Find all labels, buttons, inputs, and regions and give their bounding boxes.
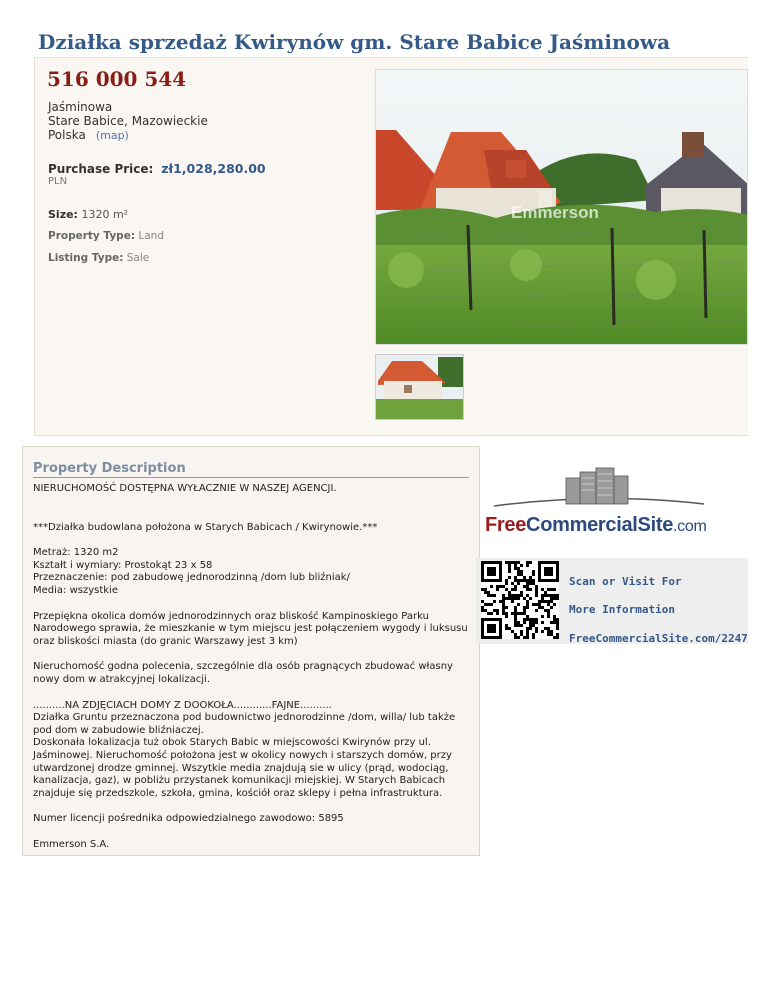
description-paragraph: ..........NA ZDJĘCIACH DOMY Z DOOKOŁA............FAJNE..........: [33, 699, 332, 711]
property-photo-image: [376, 70, 748, 345]
price-currency: PLN: [48, 176, 68, 187]
address-city: Stare Babice, Mazowieckie: [48, 114, 208, 128]
address-country: Polska: [48, 128, 86, 142]
photo-thumbnail[interactable]: [375, 354, 464, 420]
description-paragraph: Emmerson S.A.: [33, 838, 110, 850]
description-line: Metraż: 1320 m2: [33, 547, 119, 559]
property-type-row: [48, 230, 164, 242]
logo-text-dom: .com: [673, 518, 707, 535]
price-label: Purchase Price:: [48, 162, 154, 176]
photo-watermark: Emmerson: [511, 203, 599, 222]
description-paragraph: Działka Gruntu przeznaczona pod budownictwo jednorodzinne /dom, willa/ lub także pod dom w zabudowie bliźniaczej.: [33, 712, 456, 736]
more-info-text: More Information: [569, 603, 675, 616]
logo-text-blue: CommercialSite: [526, 514, 674, 536]
price-value: zł1,028,280.00: [161, 161, 266, 176]
description-body: [33, 483, 471, 851]
qr-code-graphic: [481, 561, 559, 639]
freecommercialsite-url-link[interactable]: FreeCommercialSite.com/2247: [569, 632, 748, 645]
size-value: 1320 m²: [81, 208, 129, 221]
description-paragraph: Doskonała lokalizacja tuż obok Starych Babic w miejscowości Kwirynów przy ul. Jaśminowej. Nieruchomość położona jest w okolicy nowych i starszych domów, przy utwardzonej drodze gminnej. Wszytkie media znajdują sie w ulicy (prąd, wodociąg, kanalizacja, gaz), w pobliżu przystanek komunikacji miejskiej. W Starych Babicach znajduje się przedszkole, szkoła, gmina, kościół oraz sklepy i pełna infrastruktura.: [33, 737, 452, 799]
address-country-line: [48, 128, 129, 143]
description-paragraph: Przepiękna okolica domów jednorodzinnych oraz bliskość Kampinoskiego Parku Narodowego sprawia, że mieszkanie w tym miejscu jest połączeniem wygody i luksusu oraz bliskości miasta (do granic Warszawy jest 3 km): [33, 610, 468, 647]
phone-number[interactable]: 516 000 544: [47, 67, 187, 91]
building-logo-icon: [484, 464, 714, 514]
main-property-photo[interactable]: [375, 69, 748, 345]
description-paragraph: Numer licencji pośrednika odpowiedzialnego zawodowo: 5895: [33, 813, 344, 825]
description-paragraph: NIERUCHOMOŚĆ DOSTĘPNA WYŁACZNIE W NASZEJ AGENCJI.: [33, 483, 337, 494]
qr-code-icon[interactable]: [481, 561, 559, 639]
listing-type-value: Sale: [126, 252, 150, 264]
purchase-price: [48, 161, 266, 176]
description-line: Kształt i wymiary: Prostokąt 23 x 58: [33, 559, 213, 571]
property-type-value: Land: [138, 230, 164, 242]
listing-type-row: [48, 252, 149, 264]
map-link[interactable]: (map): [95, 129, 129, 142]
description-heading: Property Description: [33, 461, 469, 478]
description-line: Przeznaczenie: pod zabudowę jednorodzinną /dom lub bliźniak/: [33, 572, 350, 584]
description-line: Media: wszystkie: [33, 584, 118, 596]
logo-text-red: Free: [485, 514, 527, 536]
page-title: Działka sprzedaż Kwirynów gm. Stare Babice Jaśminowa: [38, 30, 671, 54]
thumbnail-image: [376, 355, 464, 420]
size-row: [48, 208, 128, 221]
size-label: Size:: [48, 208, 78, 221]
scan-text: Scan or Visit For: [569, 575, 682, 588]
description-paragraph: Nieruchomość godna polecenia, szczególnie dla osób pragnących zbudować własny nowy dom w atrakcyjnej lokalizacji.: [33, 661, 453, 685]
property-type-label: Property Type:: [48, 230, 136, 242]
freecommercialsite-logo-text[interactable]: [485, 514, 707, 537]
listing-type-label: Listing Type:: [48, 252, 124, 264]
address-street: Jaśminowa: [48, 100, 113, 114]
description-paragraph: ***Działka budowlana położona w Starych Babicach / Kwirynowie.***: [33, 521, 378, 533]
